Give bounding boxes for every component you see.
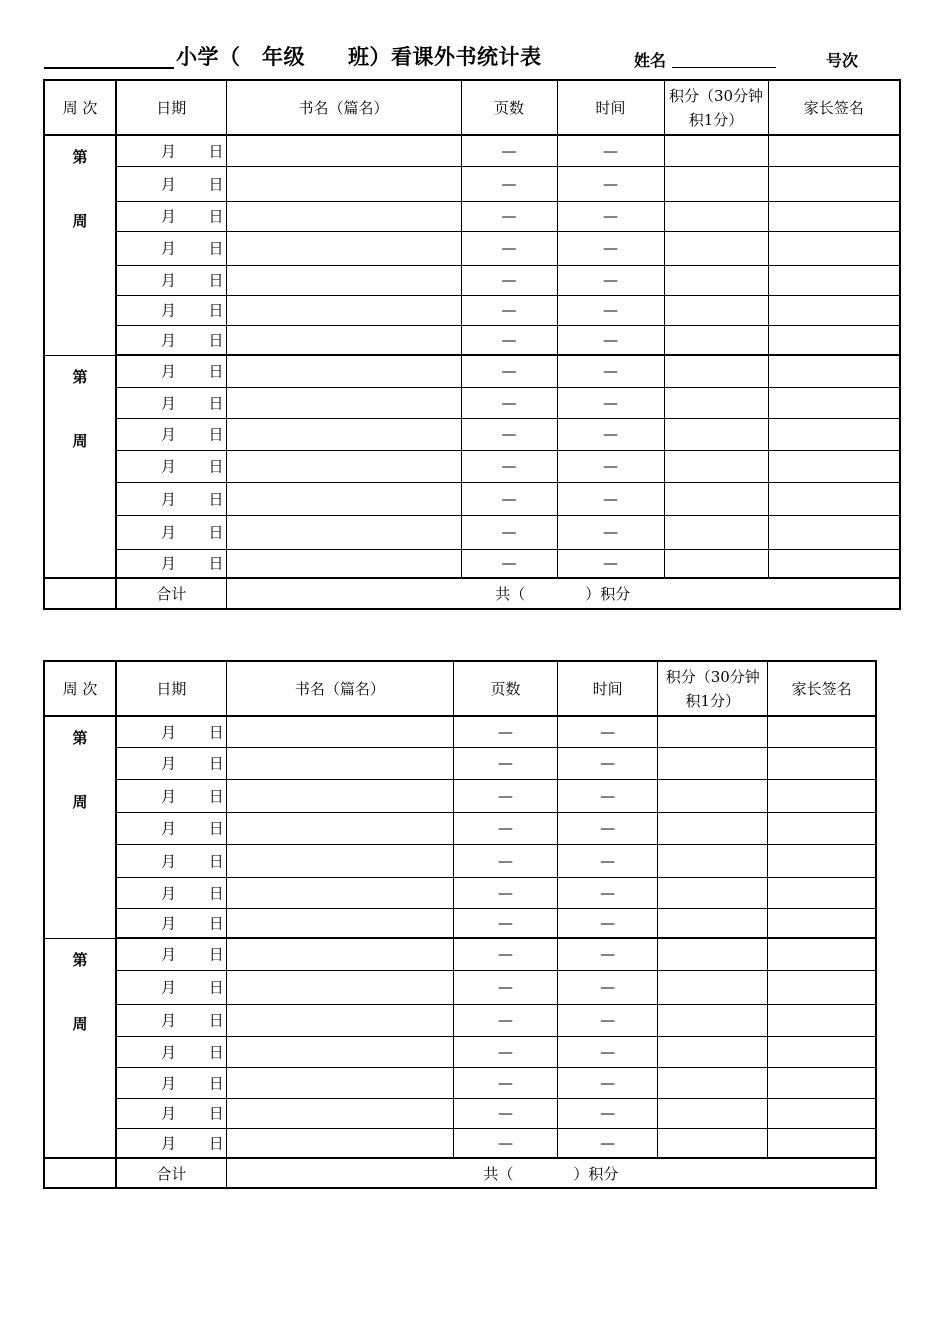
column-header: 家长签名 <box>768 80 900 135</box>
time-cell[interactable]: — <box>557 295 664 325</box>
parent-signature-cell[interactable] <box>768 844 876 877</box>
table-row <box>44 201 900 231</box>
points-cell[interactable] <box>664 166 768 201</box>
parent-signature-cell[interactable] <box>768 877 876 908</box>
table-row <box>44 938 876 970</box>
time-cell[interactable]: — <box>558 1004 658 1036</box>
month-label: 月 <box>161 819 177 838</box>
book-title-cell[interactable] <box>226 515 461 549</box>
time-cell[interactable]: — <box>558 970 658 1004</box>
table-row <box>44 135 900 166</box>
points-cell[interactable] <box>658 1004 768 1036</box>
week-label-top: 第 <box>72 950 88 969</box>
day-label: 日 <box>208 207 224 226</box>
day-label: 日 <box>208 1074 224 1092</box>
month-label: 月 <box>161 207 177 226</box>
book-title-cell[interactable] <box>226 265 461 295</box>
date-cell[interactable] <box>116 355 226 387</box>
table-row <box>44 812 876 844</box>
date-cell[interactable] <box>116 779 226 812</box>
time-cell[interactable]: — <box>557 166 664 201</box>
points-cell[interactable] <box>658 1067 768 1098</box>
points-cell[interactable] <box>664 231 768 265</box>
time-cell[interactable]: — <box>558 844 658 877</box>
book-title-cell[interactable] <box>226 1128 453 1158</box>
table-row <box>44 265 900 295</box>
parent-signature-cell[interactable] <box>768 779 876 812</box>
day-label: 日 <box>208 271 224 290</box>
book-title-cell[interactable] <box>226 355 461 387</box>
points-cell[interactable] <box>664 482 768 515</box>
column-header: 时间 <box>558 661 658 716</box>
number-label: 号次 <box>826 51 859 70</box>
time-cell[interactable]: — <box>557 135 664 166</box>
school-name-blank[interactable] <box>44 67 174 69</box>
day-label: 日 <box>208 1104 224 1123</box>
points-cell[interactable] <box>658 970 768 1004</box>
points-cell[interactable] <box>658 1098 768 1128</box>
table-row <box>44 908 876 938</box>
book-title-cell[interactable] <box>226 549 461 578</box>
book-title-cell[interactable] <box>226 201 461 231</box>
points-cell[interactable] <box>664 201 768 231</box>
month-label: 月 <box>161 490 177 508</box>
column-header: 家长签名 <box>768 661 876 716</box>
time-cell[interactable]: — <box>557 515 664 549</box>
table-row <box>44 747 876 779</box>
time-cell[interactable]: — <box>557 450 664 482</box>
day-label: 日 <box>208 425 224 444</box>
name-blank[interactable] <box>672 67 776 68</box>
time-cell[interactable]: — <box>557 482 664 515</box>
time-cell[interactable]: — <box>557 549 664 578</box>
table-row <box>44 549 900 578</box>
book-title-cell[interactable] <box>226 812 453 844</box>
table-row <box>44 1128 876 1158</box>
pages-cell[interactable]: — <box>461 515 557 549</box>
date-cell[interactable] <box>116 877 226 908</box>
book-title-cell[interactable] <box>226 877 453 908</box>
pages-cell[interactable]: — <box>453 844 557 877</box>
time-cell[interactable]: — <box>557 201 664 231</box>
points-cell[interactable] <box>658 747 768 779</box>
book-title-cell[interactable] <box>226 747 453 779</box>
day-label: 日 <box>208 554 224 573</box>
table-row <box>44 877 876 908</box>
date-cell[interactable] <box>116 515 226 549</box>
week-label-bottom: 周 <box>72 212 88 230</box>
total-points-text: 共（ ）积分 <box>495 585 631 603</box>
points-cell[interactable] <box>664 450 768 482</box>
day-label: 日 <box>208 819 224 838</box>
table-row <box>44 1004 876 1036</box>
week-label-top: 第 <box>72 729 88 747</box>
parent-signature-cell[interactable] <box>768 135 900 166</box>
points-cell[interactable] <box>658 844 768 877</box>
date-cell[interactable] <box>116 747 226 779</box>
table-row <box>44 716 876 747</box>
day-label: 日 <box>208 852 224 870</box>
parent-signature-cell[interactable] <box>768 201 900 231</box>
total-row <box>44 1158 876 1188</box>
time-cell[interactable]: — <box>558 908 658 938</box>
week-label-bottom: 周 <box>72 431 88 450</box>
total-points-cell[interactable] <box>226 578 900 609</box>
pages-cell[interactable]: — <box>461 231 557 265</box>
column-header: 页数 <box>461 80 557 135</box>
date-cell[interactable] <box>116 938 226 970</box>
date-cell[interactable] <box>116 418 226 450</box>
month-label: 月 <box>161 457 177 476</box>
date-cell[interactable] <box>116 325 226 355</box>
date-cell[interactable] <box>116 908 226 938</box>
month-label: 月 <box>161 1134 177 1153</box>
table-row <box>44 450 900 482</box>
total-empty-cell <box>44 578 116 609</box>
date-cell[interactable] <box>116 1036 226 1067</box>
parent-signature-cell[interactable] <box>768 1036 876 1067</box>
total-points-cell[interactable] <box>226 1158 876 1188</box>
month-label: 月 <box>161 175 177 193</box>
reading-table-1 <box>43 79 901 610</box>
pages-cell[interactable]: — <box>461 135 557 166</box>
book-title-cell[interactable] <box>226 1067 453 1098</box>
book-title-cell[interactable] <box>226 844 453 877</box>
total-empty-cell <box>44 1158 116 1188</box>
reading-table-2 <box>43 660 877 1189</box>
date-cell[interactable] <box>116 482 226 515</box>
time-cell[interactable]: — <box>557 387 664 418</box>
week-label[interactable] <box>44 135 116 355</box>
title-line <box>44 38 904 72</box>
date-cell[interactable] <box>116 166 226 201</box>
day-label: 日 <box>208 301 224 320</box>
date-cell[interactable] <box>116 549 226 578</box>
month-label: 月 <box>161 1043 177 1061</box>
week-label[interactable] <box>44 355 116 578</box>
month-label: 月 <box>161 945 177 964</box>
week-label[interactable] <box>44 938 116 1158</box>
total-row <box>44 578 900 609</box>
points-cell[interactable] <box>664 265 768 295</box>
column-header: 积分（30分钟积1分） <box>664 80 768 135</box>
date-cell[interactable] <box>116 265 226 295</box>
pages-cell[interactable]: — <box>453 877 557 908</box>
time-cell[interactable]: — <box>557 355 664 387</box>
time-cell[interactable]: — <box>557 231 664 265</box>
day-label: 日 <box>208 239 224 258</box>
month-label: 月 <box>161 523 177 542</box>
day-label: 日 <box>208 142 224 161</box>
month-label: 月 <box>161 1104 177 1123</box>
points-cell[interactable] <box>664 355 768 387</box>
week-label[interactable] <box>44 716 116 938</box>
month-label: 月 <box>161 884 177 902</box>
points-cell[interactable] <box>664 295 768 325</box>
table-row <box>44 779 876 812</box>
time-cell[interactable]: — <box>558 1036 658 1067</box>
points-cell[interactable] <box>658 1128 768 1158</box>
parent-signature-cell[interactable] <box>768 716 876 747</box>
time-cell[interactable]: — <box>558 877 658 908</box>
points-cell[interactable] <box>664 325 768 355</box>
parent-signature-cell[interactable] <box>768 1004 876 1036</box>
book-title-cell[interactable] <box>226 1004 453 1036</box>
date-cell[interactable] <box>116 1004 226 1036</box>
parent-signature-cell[interactable] <box>768 1098 876 1128</box>
book-title-cell[interactable] <box>226 482 461 515</box>
month-label: 月 <box>161 978 177 997</box>
pages-cell[interactable]: — <box>453 908 557 938</box>
points-cell[interactable] <box>664 418 768 450</box>
pages-cell[interactable]: — <box>461 387 557 418</box>
day-label: 日 <box>208 490 224 508</box>
time-cell[interactable]: — <box>558 812 658 844</box>
table-row <box>44 970 876 1004</box>
parent-signature-cell[interactable] <box>768 970 876 1004</box>
month-label: 月 <box>161 394 177 412</box>
column-header: 书名（篇名） <box>226 661 453 716</box>
day-label: 日 <box>208 1134 224 1153</box>
pages-cell[interactable]: — <box>453 970 557 1004</box>
parent-signature-cell[interactable] <box>768 1128 876 1158</box>
month-label: 月 <box>161 723 177 742</box>
table-row <box>44 387 900 418</box>
book-title-cell[interactable] <box>226 716 453 747</box>
month-label: 月 <box>161 301 177 320</box>
day-label: 日 <box>208 175 224 193</box>
pages-cell[interactable]: — <box>453 938 557 970</box>
table-row <box>44 295 900 325</box>
parent-signature-cell[interactable] <box>768 938 876 970</box>
table-row <box>44 1067 876 1098</box>
day-label: 日 <box>208 331 224 350</box>
day-label: 日 <box>208 1011 224 1030</box>
month-label: 月 <box>161 914 177 933</box>
pages-cell[interactable]: — <box>453 779 557 812</box>
parent-signature-cell[interactable] <box>768 1067 876 1098</box>
points-cell[interactable] <box>664 387 768 418</box>
book-title-cell[interactable] <box>226 135 461 166</box>
month-label: 月 <box>161 754 177 773</box>
table-row <box>44 325 900 355</box>
book-title-cell[interactable] <box>226 1036 453 1067</box>
date-cell[interactable] <box>116 231 226 265</box>
pages-cell[interactable]: — <box>453 1036 557 1067</box>
column-header: 时间 <box>557 80 664 135</box>
month-label: 月 <box>161 362 177 381</box>
pages-cell[interactable]: — <box>461 265 557 295</box>
parent-signature-cell[interactable] <box>768 482 900 515</box>
table-row <box>44 166 900 201</box>
table-row <box>44 231 900 265</box>
column-header: 日期 <box>116 661 226 716</box>
column-header: 周 次 <box>44 661 116 716</box>
parent-signature-cell[interactable] <box>768 908 876 938</box>
points-cell[interactable] <box>664 549 768 578</box>
week-label-top: 第 <box>72 148 88 166</box>
date-cell[interactable] <box>116 387 226 418</box>
parent-signature-cell[interactable] <box>768 450 900 482</box>
pages-cell[interactable]: — <box>461 201 557 231</box>
date-cell[interactable] <box>116 1067 226 1098</box>
parent-signature-cell[interactable] <box>768 231 900 265</box>
day-label: 日 <box>208 754 224 773</box>
column-header: 页数 <box>453 661 557 716</box>
month-label: 月 <box>161 852 177 870</box>
pages-cell[interactable]: — <box>453 747 557 779</box>
column-header: 周 次 <box>44 80 116 135</box>
parent-signature-cell[interactable] <box>768 549 900 578</box>
table-row <box>44 355 900 387</box>
month-label: 月 <box>161 142 177 161</box>
date-cell[interactable] <box>116 844 226 877</box>
pages-cell[interactable]: — <box>461 166 557 201</box>
date-cell[interactable] <box>116 1098 226 1128</box>
column-header: 书名（篇名） <box>226 80 461 135</box>
date-cell[interactable] <box>116 716 226 747</box>
total-label: 合计 <box>116 1158 226 1188</box>
points-cell[interactable] <box>664 515 768 549</box>
month-label: 月 <box>161 1011 177 1030</box>
table-row <box>44 1036 876 1067</box>
header-row <box>44 661 876 716</box>
pages-cell[interactable]: — <box>453 812 557 844</box>
table-row <box>44 418 900 450</box>
pages-cell[interactable]: — <box>461 355 557 387</box>
book-title-cell[interactable] <box>226 908 453 938</box>
day-label: 日 <box>208 945 224 964</box>
pages-cell[interactable]: — <box>461 418 557 450</box>
table-row <box>44 844 876 877</box>
day-label: 日 <box>208 978 224 997</box>
pages-cell[interactable]: — <box>453 1004 557 1036</box>
parent-signature-cell[interactable] <box>768 295 900 325</box>
column-header: 积分（30分钟积1分） <box>658 661 768 716</box>
parent-signature-cell[interactable] <box>768 265 900 295</box>
total-label: 合计 <box>116 578 226 609</box>
pages-cell[interactable]: — <box>453 1098 557 1128</box>
time-cell[interactable]: — <box>558 779 658 812</box>
date-cell[interactable] <box>116 201 226 231</box>
pages-cell[interactable]: — <box>461 549 557 578</box>
day-label: 日 <box>208 787 224 805</box>
date-cell[interactable] <box>116 1128 226 1158</box>
parent-signature-cell[interactable] <box>768 387 900 418</box>
pages-cell[interactable]: — <box>461 482 557 515</box>
day-label: 日 <box>208 457 224 476</box>
month-label: 月 <box>161 331 177 350</box>
name-label: 姓名 <box>634 51 667 70</box>
pages-cell[interactable]: — <box>461 450 557 482</box>
date-cell[interactable] <box>116 970 226 1004</box>
time-cell[interactable]: — <box>558 1128 658 1158</box>
points-cell[interactable] <box>658 908 768 938</box>
time-cell[interactable]: — <box>557 418 664 450</box>
parent-signature-cell[interactable] <box>768 166 900 201</box>
parent-signature-cell[interactable] <box>768 418 900 450</box>
book-title-cell[interactable] <box>226 970 453 1004</box>
pages-cell[interactable]: — <box>453 716 557 747</box>
time-cell[interactable]: — <box>558 716 658 747</box>
page-title: 小学（ 年级 班）看课外书统计表 <box>176 45 542 69</box>
day-label: 日 <box>208 723 224 742</box>
table-row <box>44 515 900 549</box>
month-label: 月 <box>161 271 177 290</box>
column-header: 日期 <box>116 80 226 135</box>
month-label: 月 <box>161 425 177 444</box>
month-label: 月 <box>161 554 177 573</box>
day-label: 日 <box>208 362 224 381</box>
day-label: 日 <box>208 523 224 542</box>
pages-cell[interactable]: — <box>461 295 557 325</box>
points-cell[interactable] <box>658 877 768 908</box>
time-cell[interactable]: — <box>558 1098 658 1128</box>
week-label-bottom: 周 <box>72 793 88 811</box>
parent-signature-cell[interactable] <box>768 515 900 549</box>
week-label-bottom: 周 <box>72 1014 88 1033</box>
month-label: 月 <box>161 1074 177 1092</box>
time-cell[interactable]: — <box>557 325 664 355</box>
points-cell[interactable] <box>658 1036 768 1067</box>
book-title-cell[interactable] <box>226 1098 453 1128</box>
day-label: 日 <box>208 914 224 933</box>
day-label: 日 <box>208 1043 224 1061</box>
time-cell[interactable]: — <box>558 1067 658 1098</box>
pages-cell[interactable]: — <box>461 325 557 355</box>
parent-signature-cell[interactable] <box>768 325 900 355</box>
points-cell[interactable] <box>658 716 768 747</box>
table-row <box>44 482 900 515</box>
parent-signature-cell[interactable] <box>768 355 900 387</box>
month-label: 月 <box>161 239 177 258</box>
day-label: 日 <box>208 394 224 412</box>
points-cell[interactable] <box>658 938 768 970</box>
total-points-text: 共（ ）积分 <box>483 1164 619 1183</box>
month-label: 月 <box>161 787 177 805</box>
points-cell[interactable] <box>664 135 768 166</box>
date-cell[interactable] <box>116 135 226 166</box>
time-cell[interactable]: — <box>557 265 664 295</box>
book-title-cell[interactable] <box>226 418 461 450</box>
book-title-cell[interactable] <box>226 938 453 970</box>
date-cell[interactable] <box>116 295 226 325</box>
book-title-cell[interactable] <box>226 387 461 418</box>
header-row <box>44 80 900 135</box>
book-title-cell[interactable] <box>226 231 461 265</box>
book-title-cell[interactable] <box>226 295 461 325</box>
parent-signature-cell[interactable] <box>768 747 876 779</box>
parent-signature-cell[interactable] <box>768 812 876 844</box>
book-title-cell[interactable] <box>226 325 461 355</box>
pages-cell[interactable]: — <box>453 1128 557 1158</box>
book-title-cell[interactable] <box>226 166 461 201</box>
book-title-cell[interactable] <box>226 779 453 812</box>
date-cell[interactable] <box>116 812 226 844</box>
time-cell[interactable]: — <box>558 938 658 970</box>
table-row <box>44 1098 876 1128</box>
date-cell[interactable] <box>116 450 226 482</box>
points-cell[interactable] <box>658 812 768 844</box>
book-title-cell[interactable] <box>226 450 461 482</box>
points-cell[interactable] <box>658 779 768 812</box>
pages-cell[interactable]: — <box>453 1067 557 1098</box>
time-cell[interactable]: — <box>558 747 658 779</box>
week-label-top: 第 <box>72 367 88 386</box>
day-label: 日 <box>208 884 224 902</box>
